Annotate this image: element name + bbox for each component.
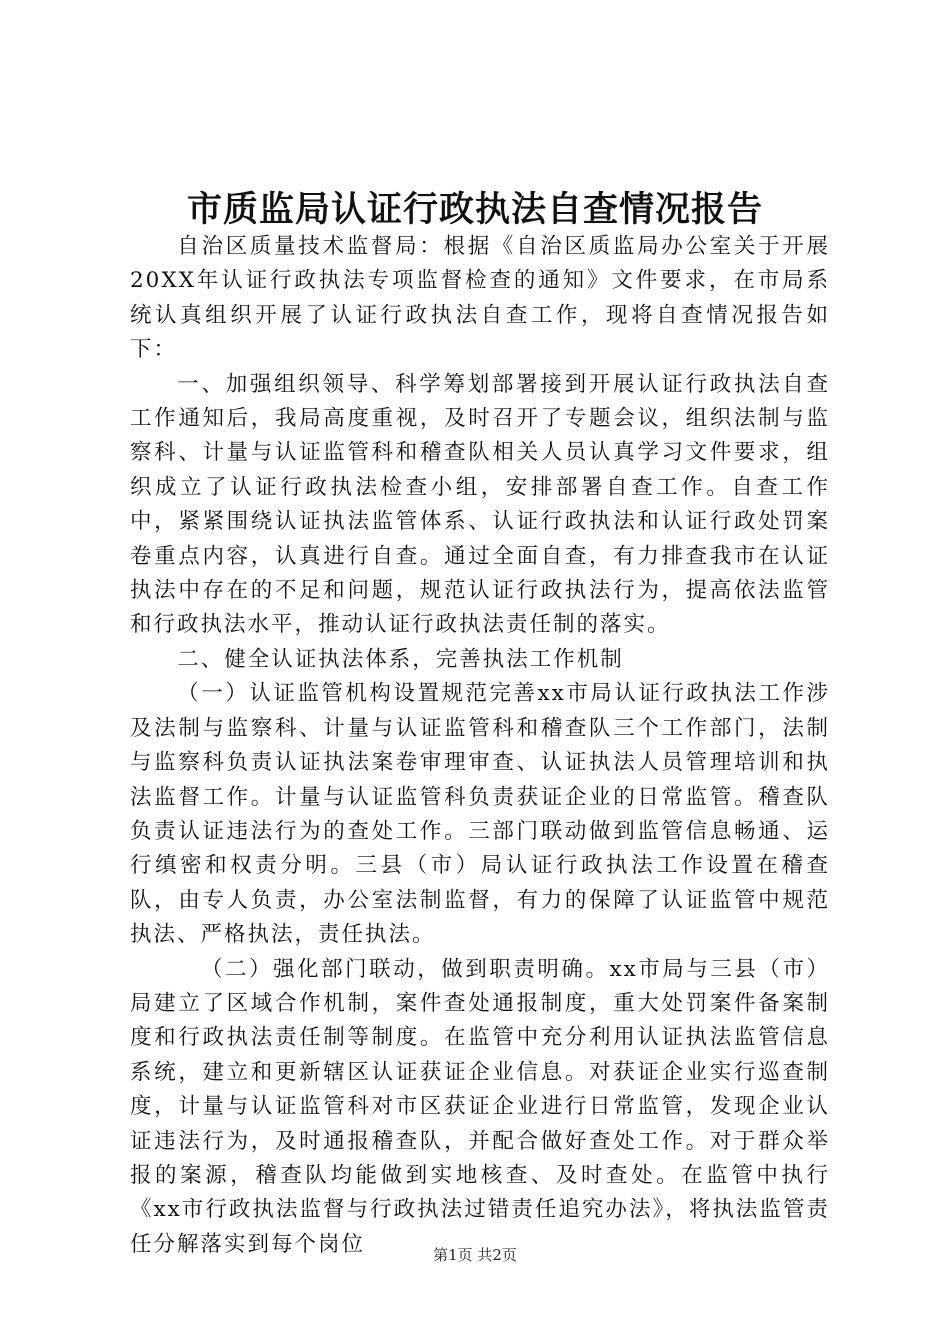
document-body xyxy=(130,230,830,1262)
page-number-footer: 第1页 共2页 xyxy=(433,1246,517,1264)
paragraph-subsection-one: （一）认证监管机构设置规范完善xx市局认证行政执法工作涉及法制与监察科、计量与认证监管科和稽查队三个工作部门，法制与监察科负责认证执法案卷审理审查、认证执法人员管理培训和执法监督工作。计量与认证监管科负责获证企业的日常监管。稽查队负责认证违法行为的查处工作。三部门联动做到监管信息畅通、运行缜密和权责分明。三县（市）局认证行政执法工作设置在稽查队，由专人负责，办公室法制监督，有力的保障了认证监管中规范执法、严格执法，责任执法。 xyxy=(130,681,830,948)
paragraph-section-two-heading: 二、健全认证执法体系，完善执法工作机制 xyxy=(177,646,624,672)
document-title: 市质监局认证行政执法自查情况报告 xyxy=(186,189,763,230)
paragraph-intro: 自治区质量技术监督局：根据《自治区质监局办公室关于开展20XX年认证行政执法专项监督检查的通知》文件要求，在市局系统认真组织开展了认证行政执法自查工作，现将自查情况报告如下： xyxy=(130,234,830,363)
paragraph-section-one: 一、加强组织领导、科学筹划部署接到开展认证行政执法自查工作通知后，我局高度重视，及时召开了专题会议，组织法制与监察科、计量与认证监管科和稽查队相关人员认真学习文件要求，组织成立了认证行政执法检查小组，安排部署自查工作。自查工作中，紧紧围绕认证执法监管体系、认证行政执法和认证行政处罚案卷重点内容，认真进行自查。通过全面自查，有力排查我市在认证执法中存在的不足和问题，规范认证行政执法行为，提高依法监管和行政执法水平，推动认证行政执法责任制的落实。 xyxy=(130,371,830,638)
paragraph-subsection-two: （二）强化部门联动，做到职责明确。xx市局与三县（市）局建立了区域合作机制，案件查处通报制度，重大处罚案件备案制度和行政执法责任制等制度。在监管中充分利用认证执法监管信息系统，建立和更新辖区认证获证企业信息。对获证企业实行巡查制度，计量与认证监管科对市区获证企业进行日常监管，发现企业认证违法行为，及时通报稽查队，并配合做好查处工作。对于群众举报的案源，稽查队均能做到实地核查、及时查处。在监管中执行《xx市行政执法监督与行政执法过错责任追究办法》，将执法监管责任分解落实到每个岗位 xyxy=(130,956,830,1257)
